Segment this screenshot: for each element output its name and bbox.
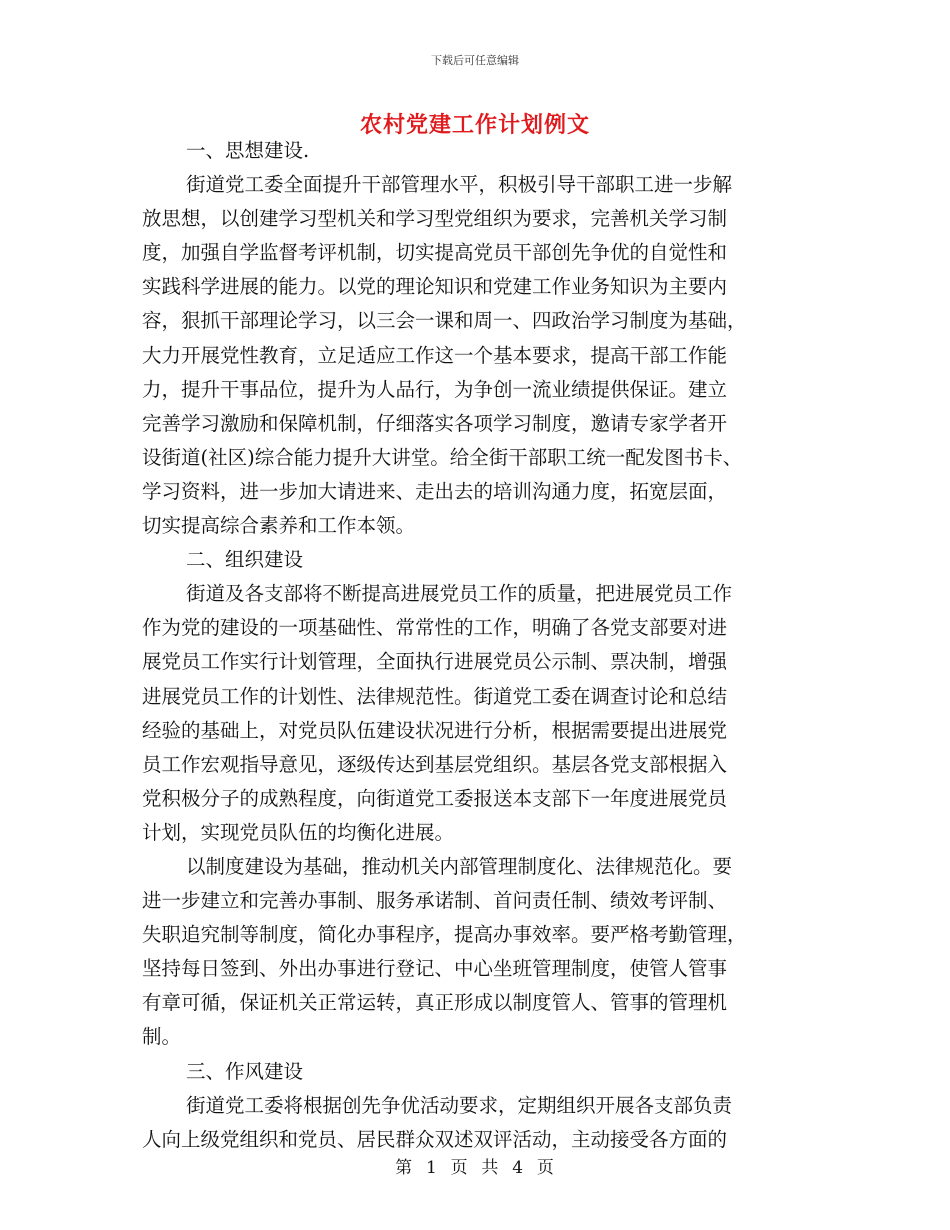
text-line: 度，加强自学监督考评机制，切实提高党员干部创先争优的自觉性和: [142, 241, 728, 265]
text-line: 制。: [142, 1025, 182, 1049]
text-line: 一、思想建设.: [186, 139, 310, 162]
text-line: 实践科学进展的能力。以党的理论知识和党建工作业务知识为主要内: [142, 275, 728, 299]
text-line: 失职追究制等制度，简化办事程序，提高办事效率。要严格考勤管理，: [142, 923, 747, 947]
document-title: 农村党建工作计划例文: [359, 112, 590, 138]
text-line: 大力开展党性教育，立足适应工作这一个基本要求，提高干部工作能: [142, 343, 728, 367]
text-line: 以制度建设为基础，推动机关内部管理制度化、法律规范化。要: [186, 854, 733, 878]
text-line: 放思想，以创建学习型机关和学习型党组织为要求，完善机关学习制: [142, 207, 728, 231]
text-line: 切实提高综合素养和工作本领。: [142, 514, 416, 538]
page-footer: [0, 1153, 950, 1178]
text-line: 进一步建立和完善办事制、服务承诺制、首问责任制、绩效考评制、: [142, 889, 728, 913]
footer-total-unit: 页: [536, 1158, 555, 1178]
text-line: 街道及各支部将不断提高进展党员工作的质量，把进展党员工作: [186, 582, 733, 606]
text-line: 街道党工委全面提升干部管理水平，积极引导干部职工进一步解: [186, 173, 733, 197]
header-note: 下载后可任意编辑: [431, 54, 519, 67]
footer-page-unit: 页: [450, 1158, 469, 1178]
footer-total-pages: 4: [512, 1158, 525, 1178]
text-line: 容，狠抓干部理论学习，以三会一课和周一、四政治学习制度为基础，: [142, 309, 747, 333]
text-line: 街道党工委将根据创先争优活动要求，定期组织开展各支部负责: [186, 1093, 733, 1117]
text-line: 人向上级党组织和党员、居民群众双述双评活动，主动接受各方面的: [142, 1127, 728, 1151]
footer-page-number: 1: [425, 1158, 438, 1178]
text-line: 坚持每日签到、外出办事进行登记、中心坐班管理制度，使管人管事: [142, 957, 728, 981]
text-line: 完善学习激励和保障机制，仔细落实各项学习制度，邀请专家学者开: [142, 411, 728, 435]
text-line: 计划，实现党员队伍的均衡化进展。: [142, 820, 455, 844]
text-line: 经验的基础上，对党员队伍建设状况进行分析，根据需要提出进展党: [142, 718, 728, 742]
footer-page-prefix: 第: [395, 1158, 414, 1178]
text-line: 二、组织建设: [186, 548, 304, 572]
text-line: 党积极分子的成熟程度，向街道党工委报送本支部下一年度进展党员: [142, 786, 728, 810]
text-line: 作为党的建设的一项基础性、常常性的工作，明确了各党支部要对进: [142, 616, 728, 640]
text-line: 展党员工作实行计划管理，全面执行进展党员公示制、票决制，增强: [142, 650, 728, 674]
footer-total-prefix: 共: [481, 1158, 500, 1178]
text-line: 员工作宏观指导意见，逐级传达到基层党组织。基层各党支部根据入: [142, 752, 728, 776]
text-line: 学习资料，进一步加大请进来、走出去的培训沟通力度，拓宽层面，: [142, 479, 728, 503]
document-body: [142, 134, 802, 1157]
text-line: 力，提升干事品位，提升为人品行，为争创一流业绩提供保证。建立: [142, 377, 728, 401]
text-line: 进展党员工作的计划性、法律规范性。街道党工委在调查讨论和总结: [142, 684, 728, 708]
text-line: 设街道(社区)综合能力提升大讲堂。给全街干部职工统一配发图书卡、: [142, 445, 743, 469]
text-line: 有章可循，保证机关正常运转，真正形成以制度管人、管事的管理机: [142, 991, 728, 1015]
text-line: 三、作风建设: [186, 1059, 304, 1083]
